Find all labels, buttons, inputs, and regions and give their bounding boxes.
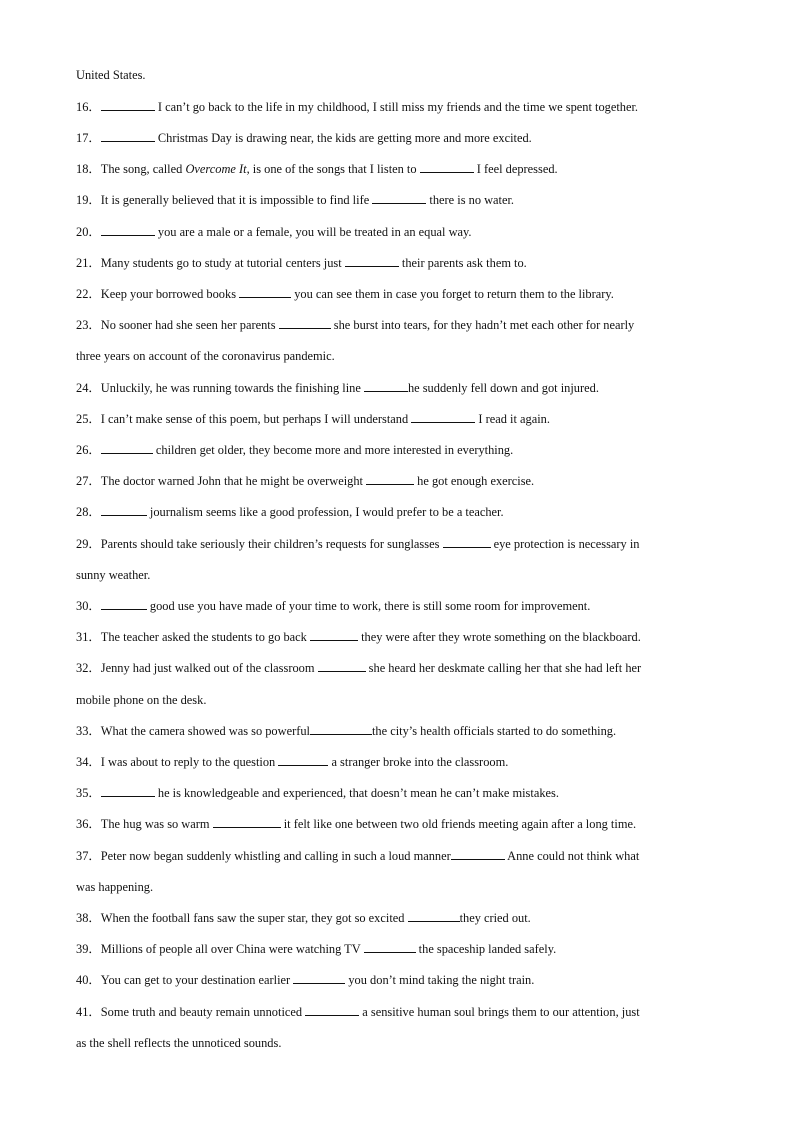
question-line xyxy=(76,255,716,271)
question-number: 30． xyxy=(76,599,101,613)
question-number: 38． xyxy=(76,911,101,925)
question-text: I can’t go back to the life in my childhood, I still miss my friends and the time we spent together. xyxy=(154,100,639,114)
question-number: 37． xyxy=(76,849,101,863)
question-text: journalism seems like a good profession, I would prefer to be a teacher. xyxy=(146,505,504,519)
question-text: you are a male or a female, you will be treated in an equal way. xyxy=(154,225,472,239)
question-text: they were after they wrote something on the blackboard. xyxy=(357,630,641,644)
question-text: a sensitive human soul brings them to our attention, just xyxy=(359,1005,640,1019)
question-text: The doctor warned John that he might be overweight xyxy=(100,474,367,488)
question-line xyxy=(76,473,716,489)
question-line xyxy=(76,848,716,864)
answer-blank[interactable] xyxy=(279,317,331,329)
question-text: they cried out. xyxy=(459,911,531,925)
question-text: he suddenly fell down and got injured. xyxy=(407,381,599,395)
question-number: 18． xyxy=(76,162,101,176)
question-line xyxy=(76,380,716,396)
question-number: 28． xyxy=(76,505,101,519)
italic-title: Overcome It xyxy=(185,162,247,176)
question-number: 41． xyxy=(76,1005,101,1019)
answer-blank[interactable] xyxy=(213,816,281,828)
answer-blank[interactable] xyxy=(278,754,328,766)
question-line xyxy=(76,660,716,676)
question-continuation xyxy=(76,1035,716,1051)
question-line xyxy=(76,67,716,83)
question-text: she burst into tears, for they hadn’t met each other for nearly xyxy=(330,318,635,332)
question-number: 29． xyxy=(76,537,101,551)
question-line xyxy=(76,99,716,115)
question-number: 22． xyxy=(76,287,101,301)
question-number: 27． xyxy=(76,474,101,488)
question-text: he got enough exercise. xyxy=(414,474,535,488)
answer-blank[interactable] xyxy=(364,941,416,953)
answer-blank[interactable] xyxy=(318,660,366,672)
question-text: When the football fans saw the super star, they got so excited xyxy=(100,911,408,925)
question-text: the city’s health officials started to do something. xyxy=(371,724,617,738)
answer-blank[interactable] xyxy=(411,411,475,423)
answer-blank[interactable] xyxy=(443,536,491,548)
question-line xyxy=(76,1004,716,1020)
question-text: mobile phone on the desk. xyxy=(76,693,207,707)
answer-blank[interactable] xyxy=(420,161,474,173)
question-number: 33． xyxy=(76,724,101,738)
question-text: three years on account of the coronavirus pandemic. xyxy=(76,349,335,363)
question-text: as the shell reflects the unnoticed sounds. xyxy=(76,1036,282,1050)
answer-blank[interactable] xyxy=(408,910,460,922)
question-line xyxy=(76,910,716,926)
question-number: 20． xyxy=(76,225,101,239)
question-line xyxy=(76,130,716,146)
question-text: I read it again. xyxy=(475,412,550,426)
question-text: The hug was so warm xyxy=(100,817,213,831)
question-text: good use you have made of your time to work, there is still some room for improvement. xyxy=(146,599,591,613)
question-number: 26． xyxy=(76,443,101,457)
question-text: children get older, they become more and more interested in everything. xyxy=(152,443,514,457)
question-continuation xyxy=(76,567,716,583)
question-text: the spaceship landed safely. xyxy=(415,942,557,956)
question-text: It is generally believed that it is impossible to find life xyxy=(100,193,373,207)
question-text: United States. xyxy=(76,68,146,82)
question-text: What the camera showed was so powerful xyxy=(100,724,310,738)
answer-blank[interactable] xyxy=(101,130,155,142)
question-text: The teacher asked the students to go back xyxy=(100,630,310,644)
answer-blank[interactable] xyxy=(345,255,399,267)
answer-blank[interactable] xyxy=(101,598,147,610)
question-text: you can see them in case you forget to return them to the library. xyxy=(291,287,614,301)
question-text: he is knowledgeable and experienced, that doesn’t mean he can’t make mistakes. xyxy=(154,786,559,800)
answer-blank[interactable] xyxy=(305,1004,359,1016)
question-text: I can’t make sense of this poem, but perhaps I will understand xyxy=(100,412,412,426)
question-text: it felt like one between two old friends meeting again after a long time. xyxy=(280,817,637,831)
question-number: 23． xyxy=(76,318,101,332)
question-line xyxy=(76,972,716,988)
answer-blank[interactable] xyxy=(101,785,155,797)
question-text: was happening. xyxy=(76,880,154,894)
question-text: Christmas Day is drawing near, the kids are getting more and more excited. xyxy=(154,131,532,145)
question-line xyxy=(76,504,716,520)
question-text: there is no water. xyxy=(426,193,515,207)
question-text: Millions of people all over China were watching TV xyxy=(100,942,364,956)
question-text: , is one of the songs that I listen to xyxy=(246,162,420,176)
question-line xyxy=(76,317,716,333)
answer-blank[interactable] xyxy=(101,99,155,111)
question-text: Jenny had just walked out of the classroom xyxy=(100,661,318,675)
answer-blank[interactable] xyxy=(239,286,291,298)
question-text: she heard her deskmate calling her that she had left her xyxy=(365,661,642,675)
question-line xyxy=(76,941,716,957)
question-line xyxy=(76,598,716,614)
question-line xyxy=(76,723,716,739)
question-text: sunny weather. xyxy=(76,568,151,582)
question-text: I feel depressed. xyxy=(473,162,558,176)
answer-blank[interactable] xyxy=(293,972,345,984)
answer-blank[interactable] xyxy=(310,629,358,641)
answer-blank[interactable] xyxy=(364,380,408,392)
question-continuation xyxy=(76,348,716,364)
question-text: The song, called xyxy=(100,162,186,176)
question-number: 19． xyxy=(76,193,101,207)
question-text: You can get to your destination earlier xyxy=(100,973,294,987)
question-number: 25． xyxy=(76,412,101,426)
question-text: Parents should take seriously their children’s requests for sunglasses xyxy=(100,537,443,551)
question-continuation xyxy=(76,692,716,708)
question-number: 34． xyxy=(76,755,101,769)
answer-blank[interactable] xyxy=(451,848,505,860)
question-text: you don’t mind taking the night train. xyxy=(345,973,535,987)
question-number: 21． xyxy=(76,256,101,270)
question-number: 39． xyxy=(76,942,101,956)
answer-blank[interactable] xyxy=(101,224,155,236)
answer-blank[interactable] xyxy=(366,473,414,485)
question-line xyxy=(76,442,716,458)
question-line xyxy=(76,192,716,208)
question-line xyxy=(76,224,716,240)
question-line xyxy=(76,411,716,427)
answer-blank[interactable] xyxy=(101,442,153,454)
question-line xyxy=(76,536,716,552)
question-number: 40． xyxy=(76,973,101,987)
question-text: a stranger broke into the classroom. xyxy=(328,755,509,769)
question-text: eye protection is necessary in xyxy=(490,537,640,551)
question-number: 24． xyxy=(76,381,101,395)
answer-blank[interactable] xyxy=(372,192,426,204)
question-continuation xyxy=(76,879,716,895)
question-line xyxy=(76,785,716,801)
question-line xyxy=(76,161,716,177)
question-text: their parents ask them to. xyxy=(398,256,527,270)
question-text: No sooner had she seen her parents xyxy=(100,318,279,332)
answer-blank[interactable] xyxy=(310,723,372,735)
question-line xyxy=(76,286,716,302)
question-text: Keep your borrowed books xyxy=(100,287,240,301)
question-line xyxy=(76,816,716,832)
question-line xyxy=(76,754,716,770)
answer-blank[interactable] xyxy=(101,504,147,516)
question-number: 32． xyxy=(76,661,101,675)
question-text: I was about to reply to the question xyxy=(100,755,279,769)
question-number: 31． xyxy=(76,630,101,644)
question-number: 17． xyxy=(76,131,101,145)
question-text: Many students go to study at tutorial centers just xyxy=(100,256,345,270)
question-text: Unluckily, he was running towards the finishing line xyxy=(100,381,364,395)
question-text: Some truth and beauty remain unnoticed xyxy=(100,1005,306,1019)
question-number: 35． xyxy=(76,786,101,800)
question-line xyxy=(76,629,716,645)
question-number: 16． xyxy=(76,100,101,114)
question-number: 36． xyxy=(76,817,101,831)
question-text: Peter now began suddenly whistling and calling in such a loud manner xyxy=(100,849,451,863)
question-text: Anne could not think what xyxy=(504,849,640,863)
